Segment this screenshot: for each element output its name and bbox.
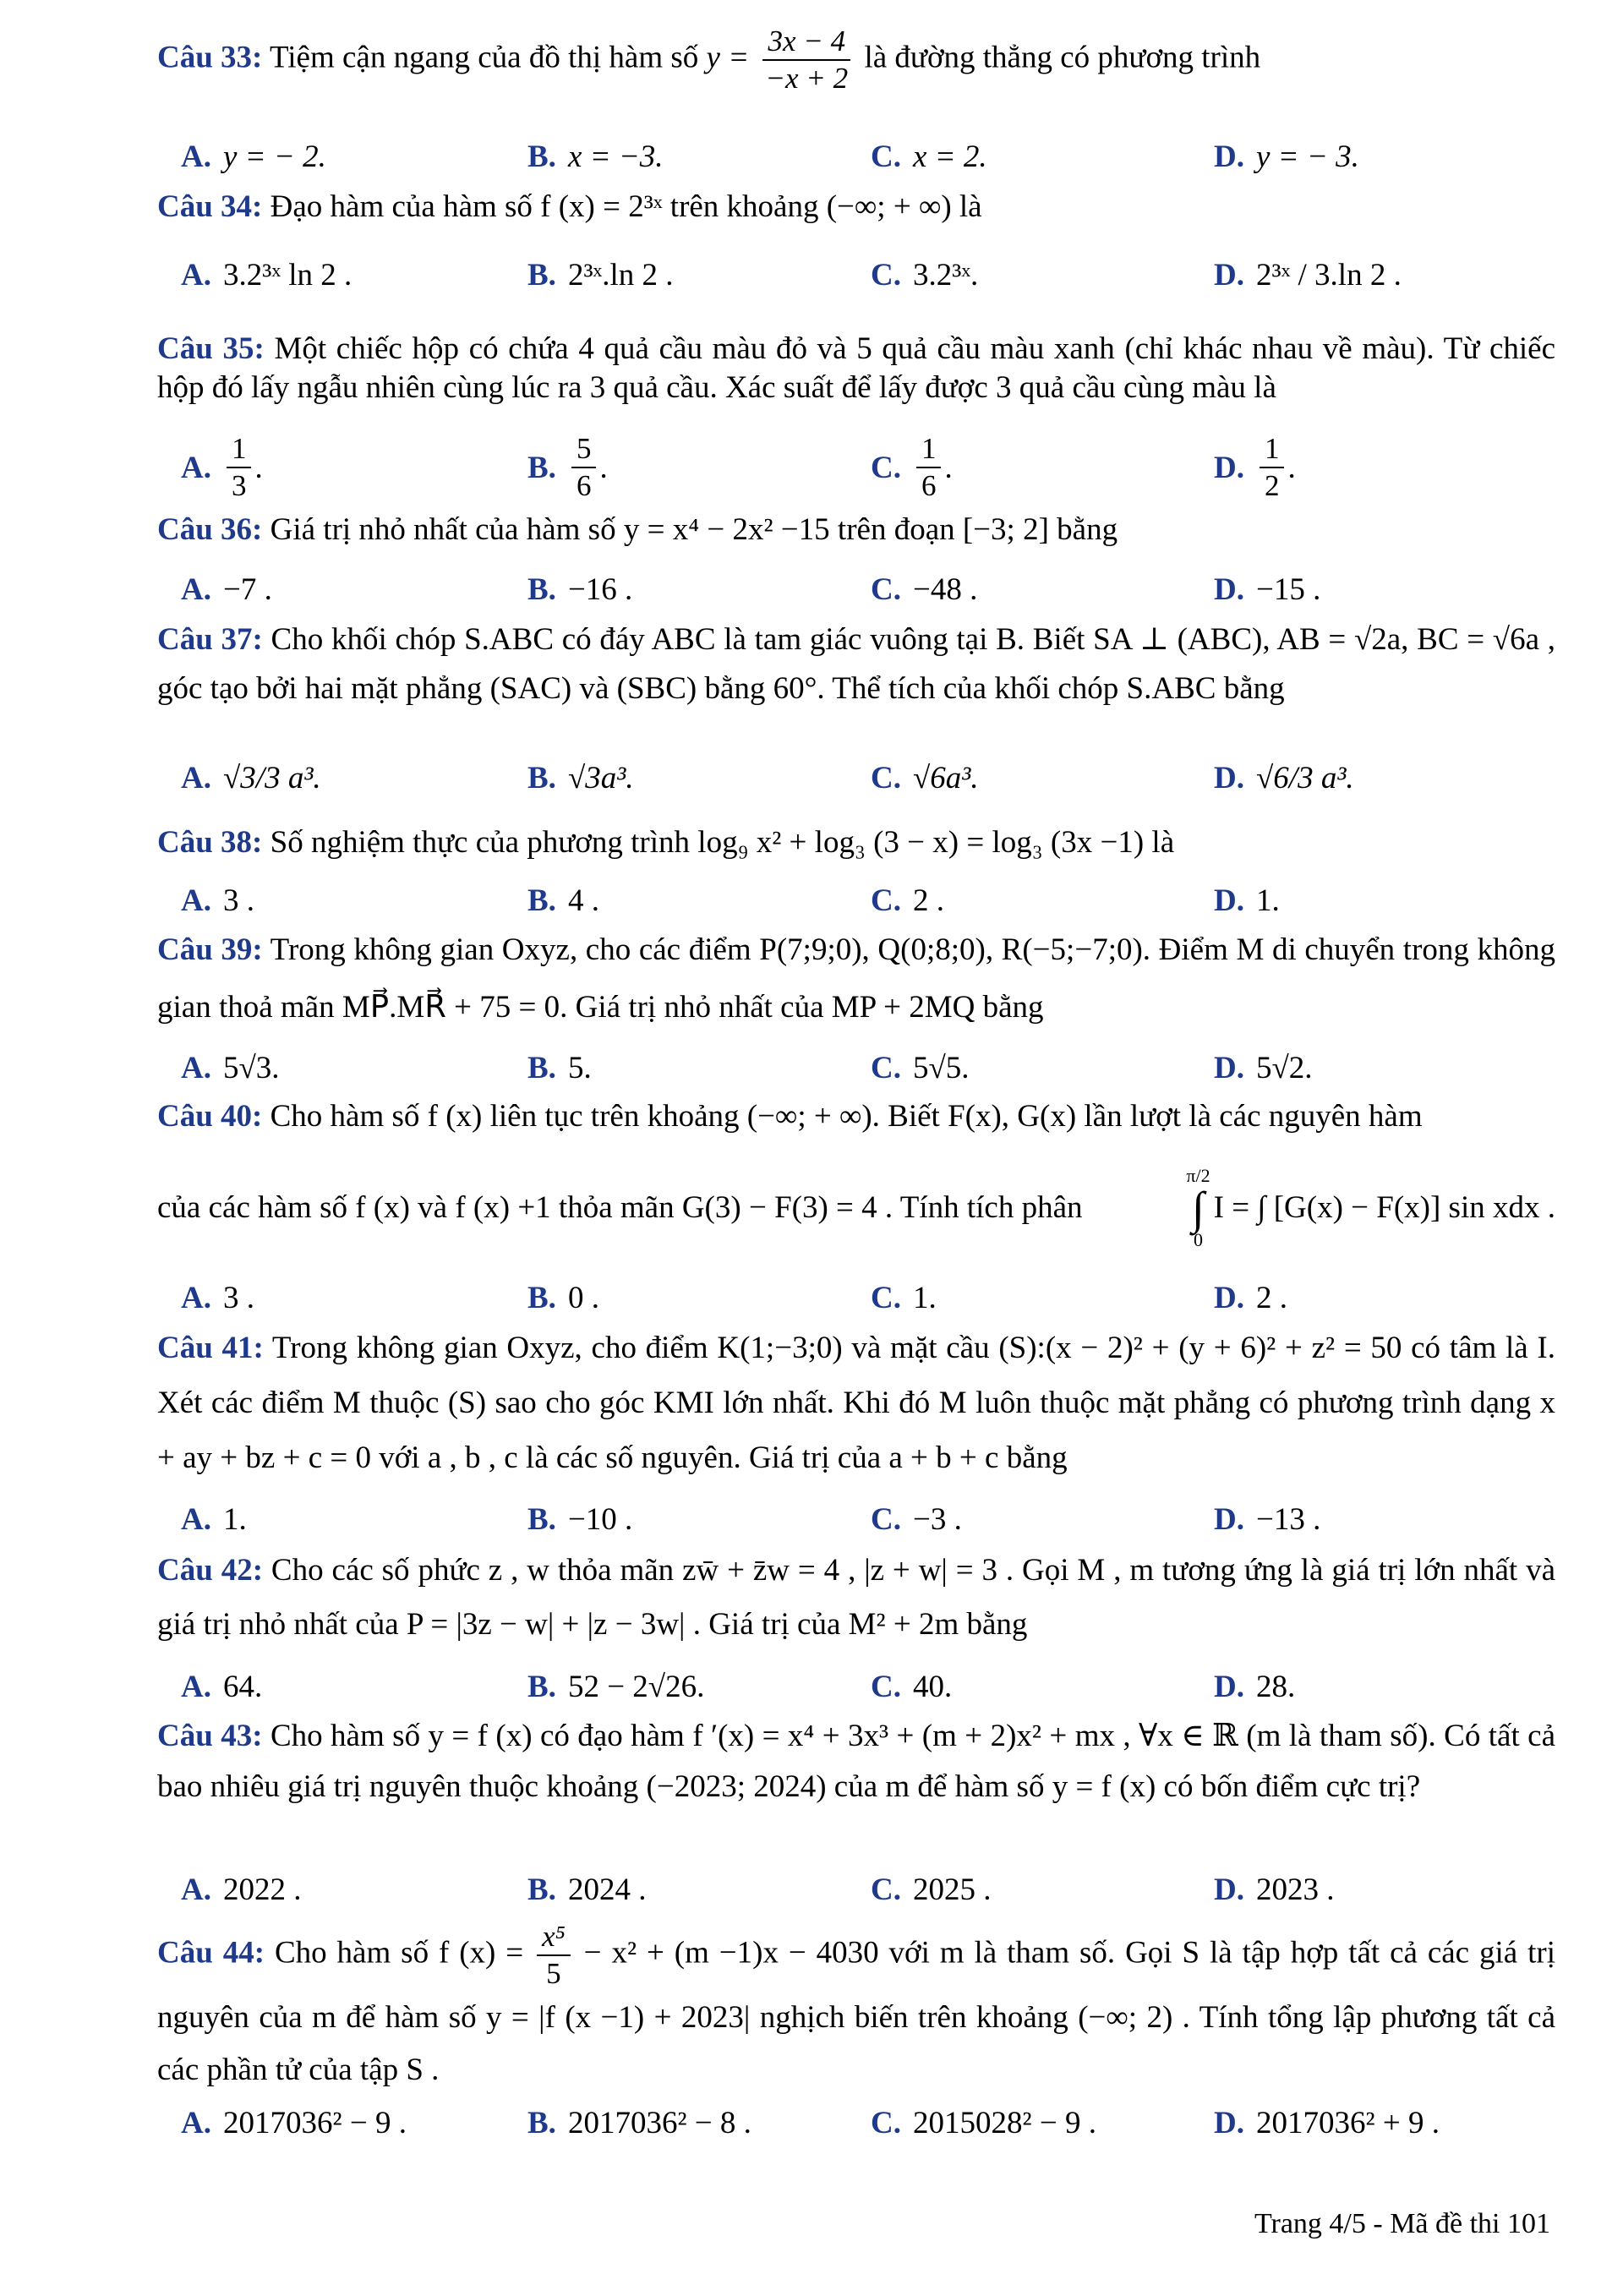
option-d[interactable]: D. 1.: [1214, 883, 1280, 918]
option-a[interactable]: A. 2022 .: [181, 1872, 302, 1907]
option-d[interactable]: D. $\frac{1}{2}$ .: [1214, 432, 1296, 502]
option-a[interactable]: A. 3 .: [181, 1280, 254, 1315]
question-38: Câu 38: Số nghiệm thực của phương trình log₉ x² + log₃ (3 − x) = log₃ (3x −1) là: [157, 825, 1175, 860]
question-44: Câu 44: Cho hàm số f (x) = $\frac{\text{x⁵}}{5}$ − x² + (m −1)x − 4030 với m là tham số. Gọi S là tập hợp tất cả các giá trị nguyên của m để hàm số y = |f (x −1) + 2023| nghịch biến trên khoảng (−∞; 2) . Tính tổng lập phương tất cả các phần tử của tập S .: [157, 1920, 1556, 2087]
option-b[interactable]: B. $\frac{5}{6}$ .: [527, 432, 608, 502]
page-footer: Trang 4/5 - Mã đề thi 101: [1254, 2208, 1550, 2239]
option-c[interactable]: C. −3 .: [871, 1501, 962, 1537]
option-d[interactable]: D. √6/3 a³.: [1214, 760, 1354, 795]
option-d[interactable]: D. −15 .: [1214, 571, 1321, 607]
question-35: Câu 35: Một chiếc hộp có chứa 4 quả cầu màu đỏ và 5 quả cầu màu xanh (chỉ khác nhau về màu). Từ chiếc hộp đó lấy ngẫu nhiên cùng lúc ra 3 quả cầu. Xác suất để lấy được 3 quả cầu cùng màu là: [157, 331, 1555, 405]
question-36: Câu 36: Giá trị nhỏ nhất của hàm số y = x⁴ − 2x² −15 trên đoạn [−3; 2] bằng: [157, 512, 1118, 547]
fraction: $\frac{\text{x⁵}}{5}$: [537, 1919, 571, 1992]
options-36: [181, 560, 1567, 619]
options-33: [181, 127, 1567, 186]
question-42: Câu 42: Cho các số phức z , w thỏa mãn zw̄ + z̄w = 4 , |z + w| = 3 . Gọi M , m tương ứng là giá trị lớn nhất và giá trị nhỏ nhất của P = |3z − w| + |z − 3w| . Giá trị của M² + 2m bằng: [157, 1553, 1555, 1642]
options-39: [181, 1038, 1567, 1097]
option-b[interactable]: B. −16 .: [527, 571, 633, 607]
option-c[interactable]: C. 2025 .: [871, 1872, 992, 1907]
option-b[interactable]: B. 4 .: [527, 883, 599, 918]
option-d[interactable]: D. 2023 .: [1214, 1872, 1335, 1907]
options-42: [181, 1657, 1567, 1716]
option-b[interactable]: B. √3a³.: [527, 760, 634, 795]
option-b[interactable]: B. −10 .: [527, 1501, 633, 1537]
option-a[interactable]: A. 2017036² − 9 .: [181, 2105, 407, 2140]
options-35: [181, 429, 1567, 506]
option-a[interactable]: A. 64.: [181, 1669, 263, 1704]
question-34: Câu 34: Đạo hàm của hàm số f (x) = 2³ˣ trên khoảng (−∞; + ∞) là: [157, 189, 982, 224]
option-c[interactable]: C. −48 .: [871, 571, 978, 607]
options-34: [181, 245, 1567, 304]
option-b[interactable]: B. 2017036² − 8 .: [527, 2105, 751, 2140]
option-a[interactable]: A. −7 .: [181, 571, 272, 607]
options-37: [181, 740, 1567, 816]
option-d[interactable]: D. 5√2.: [1214, 1050, 1313, 1085]
option-c[interactable]: C. 40.: [871, 1669, 953, 1704]
option-d[interactable]: D. 28.: [1214, 1669, 1296, 1704]
question-37: Câu 37: Cho khối chóp S.ABC có đáy ABC là tam giác vuông tại B. Biết SA ⊥ (ABC), AB = √2a, BC = √6a , góc tạo bởi hai mặt phẳng (SAC) và (SBC) bằng 60°. Thể tích của khối chóp S.ABC bằng: [157, 622, 1555, 706]
option-a[interactable]: A. y = − 2.: [181, 139, 326, 174]
option-c[interactable]: C. x = 2.: [871, 139, 987, 174]
option-c[interactable]: C. √6a³.: [871, 760, 979, 795]
option-b[interactable]: B. 5.: [527, 1050, 592, 1085]
option-b[interactable]: B. 52 − 2√26.: [527, 1669, 705, 1704]
options-40: [181, 1268, 1567, 1327]
option-c[interactable]: C. 2015028² − 9 .: [871, 2105, 1096, 2140]
option-d[interactable]: D. −13 .: [1214, 1501, 1321, 1537]
option-c[interactable]: C. 5√5.: [871, 1050, 970, 1085]
integral-sign: π/2 ∫ 0: [1186, 1165, 1210, 1250]
question-33: Câu 33: Tiệm cận ngang của đồ thị hàm số y = $\frac{3x - 4}{-x + 2}$ là đường thẳng có phương trình: [157, 25, 1261, 95]
question-40: Câu 40: Cho hàm số f (x) liên tục trên khoảng (−∞; + ∞). Biết F(x), G(x) lần lượt là các nguyên hàm của các hàm số f (x) và f (x) +1 thỏa mãn G(3) − F(3) = 4 . Tính tích phân π/2 ∫ 0 I = ∫ [G(x) − F(x)] sin xdx .: [157, 1099, 1555, 1250]
option-d[interactable]: D. 2 .: [1214, 1280, 1287, 1315]
fraction: $\frac{3x - 4}{-x + 2}$: [760, 24, 853, 96]
option-d[interactable]: D. 2³ˣ / 3.ln 2 .: [1214, 257, 1402, 292]
option-a[interactable]: A. 3 .: [181, 883, 254, 918]
question-41: Câu 41: Trong không gian Oxyz, cho điểm K(1;−3;0) và mặt cầu (S):(x − 2)² + (y + 6)² + z² = 50 có tâm là I. Xét các điểm M thuộc (S) sao cho góc KMI lớn nhất. Khi đó M luôn thuộc mặt phẳng có phương trình dạng x + ay + bz + c = 0 với a , b , c là các số nguyên. Giá trị của a + b + c bằng: [157, 1331, 1555, 1475]
option-d[interactable]: D. 2017036² + 9 .: [1214, 2105, 1440, 2140]
option-a[interactable]: A. $\frac{1}{3}$ .: [181, 432, 263, 502]
options-43: [181, 1860, 1567, 1919]
option-a[interactable]: A. 3.2³ˣ ln 2 .: [181, 257, 352, 292]
option-c[interactable]: C. 2 .: [871, 883, 944, 918]
option-b[interactable]: B. x = −3.: [527, 139, 664, 174]
option-a[interactable]: A. 5√3.: [181, 1050, 280, 1085]
question-43: Câu 43: Cho hàm số y = f (x) có đạo hàm f ′(x) = x⁴ + 3x³ + (m + 2)x² + mx , ∀x ∈ ℝ (m là tham số). Có tất cả bao nhiêu giá trị nguyên thuộc khoảng (−2023; 2024) của m để hàm số y = f (x) có bốn điểm cực trị?: [157, 1719, 1555, 1804]
option-b[interactable]: B. 2³ˣ.ln 2 .: [527, 257, 674, 292]
option-a[interactable]: A. 1.: [181, 1501, 247, 1537]
option-d[interactable]: D. y = − 3.: [1214, 139, 1359, 174]
options-44: [181, 2093, 1567, 2152]
question-label: Câu 33:: [157, 40, 263, 75]
option-c[interactable]: C. 3.2³ˣ.: [871, 257, 979, 292]
option-a[interactable]: A. √3/3 a³.: [181, 760, 321, 795]
option-b[interactable]: B. 2024 .: [527, 1872, 647, 1907]
option-b[interactable]: B. 0 .: [527, 1280, 599, 1315]
question-39: Câu 39: Trong không gian Oxyz, cho các điểm P(7;9;0), Q(0;8;0), R(−5;−7;0). Điểm M di chuyển trong không gian thoả mãn MP⃗.MR⃗ + 75 = 0. Giá trị nhỏ nhất của MP + 2MQ bằng: [157, 932, 1555, 1025]
option-c[interactable]: C. 1.: [871, 1280, 937, 1315]
option-c[interactable]: C. $\frac{1}{6}$ .: [871, 432, 953, 502]
options-41: [181, 1490, 1567, 1549]
